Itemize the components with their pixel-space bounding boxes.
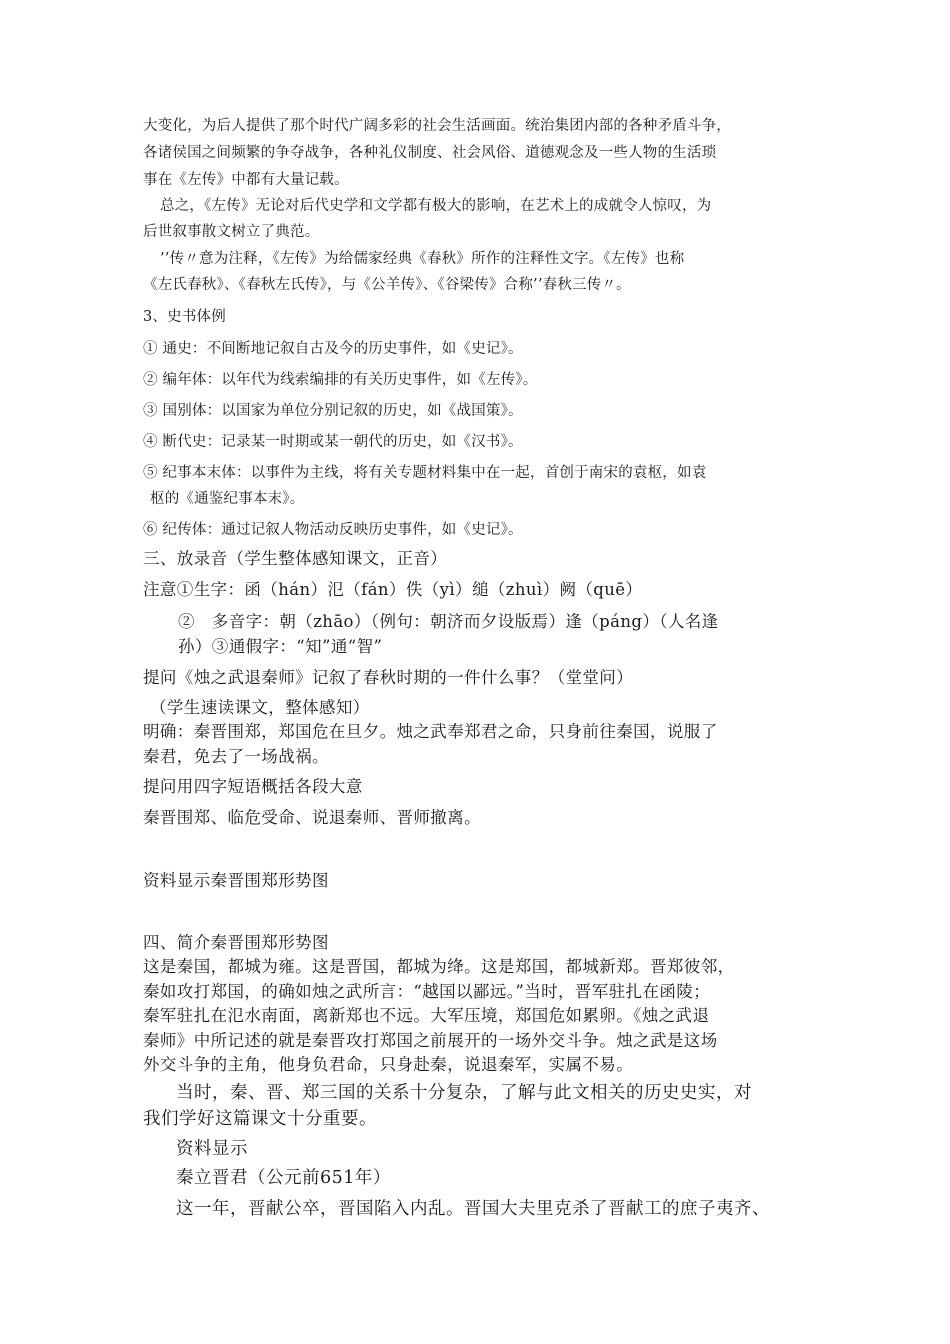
list-item: ⑤ 纪事本末体：以事件为主线，将有关专题材料集中在一起，首创于南宋的袁枢，如袁 — [143, 465, 707, 481]
paragraph-line: 注意①生字：函（hán）氾（fán）佚（yì）缒（zhuì）阙（quē） — [143, 580, 643, 599]
list-item: ① 通史：不间断地记叙自古及今的历史事件，如《史记》。 — [143, 341, 523, 357]
list-item-continuation: 枢的《通鉴纪事本末》。 — [150, 491, 305, 507]
paragraph-line: 我们学好这篇课文十分重要。 — [143, 1109, 377, 1129]
paragraph-line: ② 多音字：朝（zhāo）（例句：朝济而夕设版焉）逢（páng）（人名逢 — [178, 612, 719, 631]
paragraph-line: 资料显示 — [176, 1139, 248, 1159]
paragraph-line: ’’传〃意为注释，《左传》为给儒家经典《春秋》所作的注释性文字。《左传》也称 — [160, 251, 685, 267]
paragraph-line: 后世叙事散文树立了典范。 — [143, 224, 320, 240]
paragraph-line: 外交斗争的主角，他身负君命，只身赴秦，说退秦军，实属不易。 — [143, 1055, 634, 1074]
paragraph-line: 总之，《左传》无论对后代史学和文学都有极大的影响，在艺术上的成就令人惊叹，为 — [160, 198, 712, 214]
paragraph-line: 秦如攻打郑国，的确如烛之武所言：“越国以鄙远。”当时，晋军驻扎在函陵； — [143, 982, 711, 1001]
list-item: ④ 断代史：记录某一时期或某一朝代的历史，如《汉书》。 — [143, 434, 523, 450]
paragraph-line: 秦军驻扎在氾水南面，离新郑也不远。大军压境，郑国危如累卵。《烛之武退 — [143, 1006, 710, 1025]
list-item: ③ 国别体：以国家为单位分别记叙的历史，如《战国策》。 — [143, 403, 523, 419]
paragraph-line: 资料显示秦晋围郑形势图 — [143, 871, 329, 890]
paragraph-line: 《左氏春秋》、《春秋左氏传》，与《公羊传》、《谷梁传》合称’’春秋三传〃。 — [143, 277, 631, 293]
paragraph-line: 秦师》中所记述的就是秦晋攻打郑国之前展开的一场外交斗争。烛之武是这场 — [143, 1031, 718, 1050]
paragraph-line: 提问《烛之武退秦师》记叙了春秋时期的一件什么事？（堂堂问） — [143, 668, 634, 687]
paragraph-line: 这一年，晋献公卒，晋国陷入内乱。晋国大夫里克杀了晋献工的庶子夷齐、 — [176, 1199, 770, 1219]
paragraph-line: 各诸侯国之间频繁的争夺战争，各种礼仪制度、社会风俗、道德观念及一些人物的生活琐 — [143, 145, 717, 161]
section-heading: 三、放录音（学生整体感知课文，正音） — [143, 549, 448, 568]
paragraph-line: 大变化，为后人提供了那个时代广阔多彩的社会生活画面。统治集团内部的各种矛盾斗争， — [143, 118, 731, 134]
paragraph-line: 秦晋围郑、临危受命、说退秦师、晋师撤离。 — [143, 808, 481, 827]
paragraph-line: 事在《左传》中都有大量记载。 — [143, 172, 349, 188]
paragraph-line: 孙）③通假字：“知”通“智” — [178, 637, 383, 656]
list-item: ② 编年体：以年代为线索编排的有关历史事件，如《左传》。 — [143, 372, 538, 388]
paragraph-line: 当时，秦、晋、郑三国的关系十分复杂，了解与此文相关的历史史实，对 — [176, 1083, 752, 1103]
section-heading: 3、史书体例 — [143, 309, 226, 325]
section-heading: 四、简介秦晋围郑形势图 — [143, 933, 329, 952]
paragraph-line: 提问用四字短语概括各段大意 — [143, 777, 363, 796]
paragraph-line: 秦立晋君（公元前651年） — [176, 1168, 391, 1188]
paragraph-line: 明确：秦晋围郑，郑国危在旦夕。烛之武奉郑君之命，只身前往秦国，说服了 — [143, 722, 718, 741]
paragraph-line: 秦君，免去了一场战祸。 — [143, 747, 329, 766]
paragraph-line: 这是秦国，都城为雍。这是晋国，都城为绛。这是郑国，都城新郑。晋郑彼邻， — [143, 957, 735, 976]
list-item: ⑥ 纪传体：通过记叙人物活动反映历史事件，如《史记》。 — [143, 522, 523, 538]
paragraph-line: （学生速读课文，整体感知） — [150, 698, 370, 717]
